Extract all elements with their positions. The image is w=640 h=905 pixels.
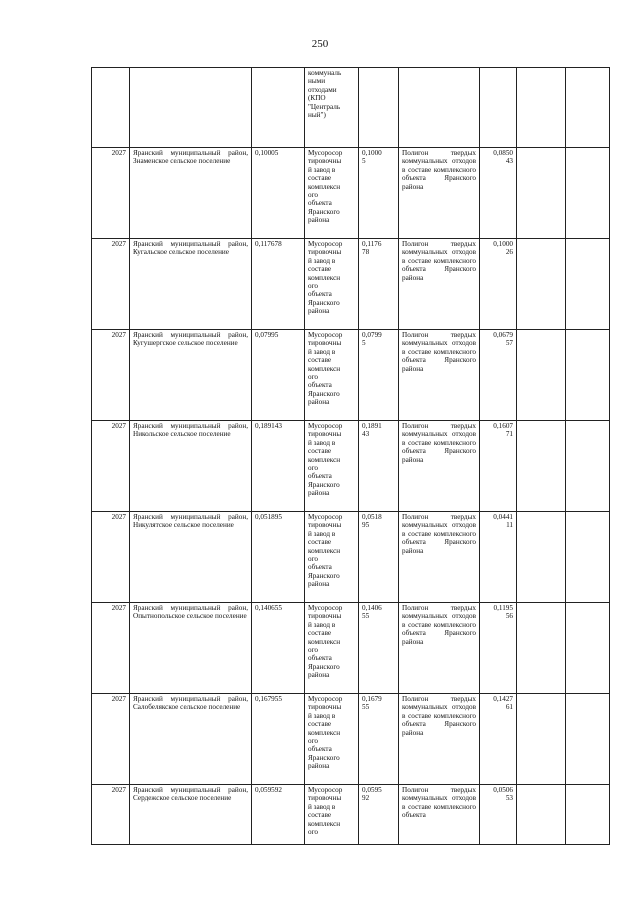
cell-municipality: Яранский муниципальный район, Салобелякское сельское поселение [130, 694, 252, 785]
cell-mass2: 0,1406 55 [359, 603, 399, 694]
cell-empty [566, 421, 610, 512]
table-row [92, 239, 610, 330]
cell-empty [566, 512, 610, 603]
cell-destination: Полигон твердых коммунальных отходов в составе комплексного объекта [399, 785, 480, 845]
cell-mass: 0,051895 [252, 512, 305, 603]
cell-municipality: Яранский муниципальный район, Никольское сельское поселение [130, 421, 252, 512]
cell-empty [517, 603, 566, 694]
cell-facility: коммуналь ными отходами (КПО "Централь ный") [305, 68, 359, 148]
cell-municipality [130, 68, 252, 148]
cell-value: 0,0850 43 [480, 148, 517, 239]
cell-destination: Полигон твердых коммунальных отходов в составе комплексного объекта Яранского района [399, 603, 480, 694]
cell-municipality: Яранский муниципальный район, Знаменское сельское поселение [130, 148, 252, 239]
table-row [92, 148, 610, 239]
cell-empty [566, 785, 610, 845]
cell-facility: Мусоросор тировочны й завод в составе комплексн ого объекта Яранского района [305, 421, 359, 512]
cell-year: 2027 [92, 330, 130, 421]
cell-municipality: Яранский муниципальный район, Никулятское сельское поселение [130, 512, 252, 603]
cell-year: 2027 [92, 694, 130, 785]
cell-value: 0,1195 56 [480, 603, 517, 694]
cell-mass [252, 68, 305, 148]
cell-empty [566, 148, 610, 239]
cell-mass2: 0,1891 43 [359, 421, 399, 512]
cell-year: 2027 [92, 785, 130, 845]
cell-mass: 0,140655 [252, 603, 305, 694]
cell-year: 2027 [92, 512, 130, 603]
cell-empty [517, 785, 566, 845]
cell-municipality: Яранский муниципальный район, Кугушергское сельское поселение [130, 330, 252, 421]
cell-empty [566, 68, 610, 148]
cell-year [92, 68, 130, 148]
cell-destination: Полигон твердых коммунальных отходов в составе комплексного объекта Яранского района [399, 239, 480, 330]
cell-empty [517, 421, 566, 512]
table-row [92, 603, 610, 694]
table-row [92, 421, 610, 512]
cell-municipality: Яранский муниципальный район, Опытнопольское сельское поселение [130, 603, 252, 694]
page-number: 250 [311, 38, 329, 50]
cell-destination: Полигон твердых коммунальных отходов в составе комплексного объекта Яранского района [399, 512, 480, 603]
cell-mass: 0,167955 [252, 694, 305, 785]
cell-facility: Мусоросор тировочны й завод в составе комплексн ого объекта Яранского района [305, 239, 359, 330]
cell-mass2 [359, 68, 399, 148]
cell-empty [517, 68, 566, 148]
table-row [92, 694, 610, 785]
cell-empty [517, 694, 566, 785]
cell-facility: Мусоросор тировочны й завод в составе комплексн ого [305, 785, 359, 845]
cell-mass2: 0,0799 5 [359, 330, 399, 421]
cell-facility: Мусоросор тировочны й завод в составе комплексн ого объекта Яранского района [305, 148, 359, 239]
cell-empty [517, 330, 566, 421]
cell-value: 0,1427 61 [480, 694, 517, 785]
table-row [92, 330, 610, 421]
cell-mass2: 0,0595 92 [359, 785, 399, 845]
cell-mass2: 0,1000 5 [359, 148, 399, 239]
cell-mass: 0,10005 [252, 148, 305, 239]
cell-value: 0,0679 57 [480, 330, 517, 421]
cell-value: 0,0506 53 [480, 785, 517, 845]
cell-destination: Полигон твердых коммунальных отходов в составе комплексного объекта Яранского района [399, 694, 480, 785]
cell-mass2: 0,1679 55 [359, 694, 399, 785]
cell-destination: Полигон твердых коммунальных отходов в составе комплексного объекта Яранского района [399, 421, 480, 512]
cell-value [480, 68, 517, 148]
cell-mass: 0,189143 [252, 421, 305, 512]
cell-year: 2027 [92, 421, 130, 512]
cell-value: 0,0441 11 [480, 512, 517, 603]
cell-facility: Мусоросор тировочны й завод в составе комплексн ого объекта Яранского района [305, 512, 359, 603]
cell-mass2: 0,1176 78 [359, 239, 399, 330]
cell-empty [566, 694, 610, 785]
cell-mass: 0,059592 [252, 785, 305, 845]
cell-value: 0,1000 26 [480, 239, 517, 330]
cell-mass2: 0,0518 95 [359, 512, 399, 603]
cell-year: 2027 [92, 603, 130, 694]
waste-flow-table [91, 67, 610, 845]
cell-municipality: Яранский муниципальный район, Кугальское сельское поселение [130, 239, 252, 330]
cell-empty [566, 239, 610, 330]
table-row [92, 68, 610, 148]
cell-empty [517, 512, 566, 603]
cell-municipality: Яранский муниципальный район, Сердежское сельское поселение [130, 785, 252, 845]
cell-empty [566, 330, 610, 421]
cell-year: 2027 [92, 148, 130, 239]
table-row [92, 512, 610, 603]
cell-empty [566, 603, 610, 694]
cell-facility: Мусоросор тировочны й завод в составе комплексн ого объекта Яранского района [305, 694, 359, 785]
cell-destination: Полигон твердых коммунальных отходов в составе комплексного объекта Яранского района [399, 330, 480, 421]
cell-destination [399, 68, 480, 148]
cell-year: 2027 [92, 239, 130, 330]
cell-value: 0,1607 71 [480, 421, 517, 512]
table-row [92, 785, 610, 845]
cell-empty [517, 239, 566, 330]
cell-mass: 0,07995 [252, 330, 305, 421]
cell-empty [517, 148, 566, 239]
cell-facility: Мусоросор тировочны й завод в составе комплексн ого объекта Яранского района [305, 603, 359, 694]
cell-mass: 0,117678 [252, 239, 305, 330]
cell-destination: Полигон твердых коммунальных отходов в составе комплексного объекта Яранского района [399, 148, 480, 239]
cell-facility: Мусоросор тировочны й завод в составе комплексн ого объекта Яранского района [305, 330, 359, 421]
